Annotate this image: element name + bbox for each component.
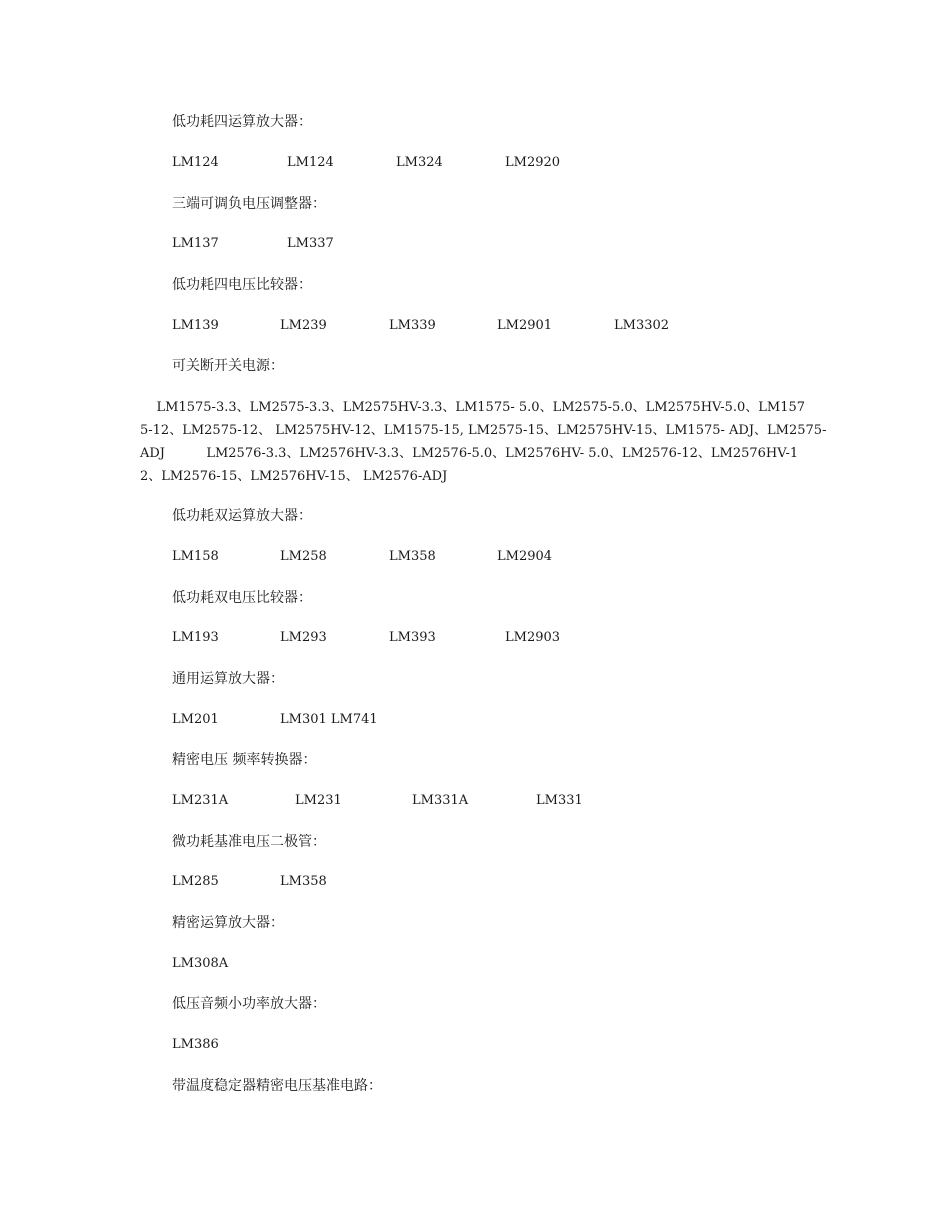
section-heading: 三端可调负电压调整器：	[172, 196, 326, 212]
part-number: LM158	[172, 549, 219, 564]
part-number: LM358	[280, 874, 327, 889]
section-heading: 可关断开关电源：	[172, 358, 284, 374]
section-heading: 带温度稳定器精密电压基准电路：	[172, 1078, 382, 1094]
paragraph-line: 2、LM2576-15、LM2576HV-15、 LM2576-ADJ	[140, 469, 448, 484]
part-list	[0, 1036, 950, 1054]
section-heading: 精密运算放大器：	[172, 915, 284, 931]
part-number: LM2904	[497, 549, 553, 564]
part-number: LM308A	[172, 956, 229, 971]
part-number: LM2901	[497, 318, 553, 333]
part-number: LM231	[295, 793, 342, 808]
part-number: LM124	[172, 155, 219, 170]
paragraph-line: ADJ LM2576-3.3、LM2576HV-3.3、LM2576-5.0、LM2576HV- 5.0、LM2576-12、LM2576HV-1	[140, 446, 799, 461]
part-number: LM258	[280, 549, 327, 564]
part-list	[0, 317, 950, 335]
part-number: LM331A	[412, 793, 469, 808]
part-number: LM137	[172, 236, 219, 251]
section-heading: 低压音频小功率放大器：	[172, 996, 326, 1012]
part-number: LM386	[172, 1037, 219, 1052]
section-heading: 微功耗基准电压二极管：	[172, 834, 326, 850]
part-number: LM358	[389, 549, 436, 564]
part-number: LM339	[389, 318, 436, 333]
part-number: LM201	[172, 712, 219, 727]
part-list	[0, 629, 950, 647]
paragraph-line: LM1575-3.3、LM2575-3.3、LM2575HV-3.3、LM1575- 5.0、LM2575-5.0、LM2575HV-5.0、LM157	[140, 400, 806, 415]
part-number: LM2920	[505, 155, 561, 170]
part-list	[0, 873, 950, 891]
paragraph-line: 5-12、LM2575-12、 LM2575HV-12、LM1575-15, LM2575-15、LM2575HV-15、LM1575- ADJ、LM2575-	[140, 423, 827, 438]
part-number: LM285	[172, 874, 219, 889]
part-number: LM193	[172, 630, 219, 645]
part-number: LM331	[536, 793, 583, 808]
part-list	[0, 548, 950, 566]
part-list	[0, 955, 950, 973]
section-heading: 通用运算放大器：	[172, 671, 284, 687]
section-heading: 精密电压 频率转换器：	[172, 752, 317, 768]
part-number: LM393	[389, 630, 436, 645]
section-heading: 低功耗双运算放大器：	[172, 508, 312, 524]
part-list	[0, 792, 950, 810]
part-list	[0, 235, 950, 253]
part-number: LM324	[396, 155, 443, 170]
section-heading: 低功耗双电压比较器：	[172, 590, 312, 606]
part-number: LM301 LM741	[280, 712, 378, 727]
part-number: LM231A	[172, 793, 229, 808]
part-number: LM2903	[505, 630, 561, 645]
section-heading: 低功耗四运算放大器：	[172, 114, 312, 130]
part-paragraph	[140, 396, 827, 488]
part-number: LM337	[287, 236, 334, 251]
part-number: LM124	[287, 155, 334, 170]
part-list	[0, 154, 950, 172]
section-heading: 低功耗四电压比较器：	[172, 277, 312, 293]
part-number: LM3302	[614, 318, 670, 333]
part-number: LM239	[280, 318, 327, 333]
part-number: LM293	[280, 630, 327, 645]
part-list	[0, 711, 950, 729]
part-number: LM139	[172, 318, 219, 333]
